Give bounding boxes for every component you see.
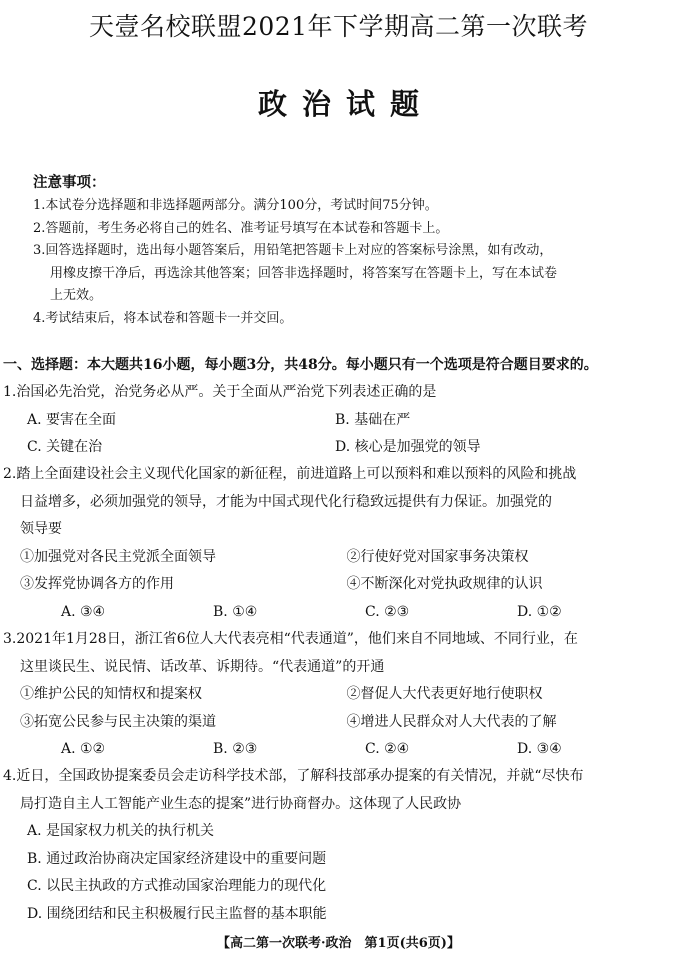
option-c: C. 关键在治 bbox=[27, 439, 103, 455]
notice-item bbox=[33, 218, 653, 241]
notice-item-text-cont: 上无效。 bbox=[50, 288, 103, 303]
notice-item-text-cont: 用橡皮擦干净后，再选涂其他答案；回答非选择题时，将答案写在答题卡上，写在本试卷 bbox=[50, 265, 558, 281]
statement-row bbox=[3, 544, 673, 572]
page-footer: 【高二第一次联考·政治 第1页(共6页)】 bbox=[217, 936, 460, 951]
option-row bbox=[3, 434, 673, 462]
notice-item-text: 2.答题前，考生务必将自己的姓名、准考证号填写在本试卷和答题卡上。 bbox=[33, 220, 449, 236]
option-b: B. ②③ bbox=[213, 741, 258, 757]
exam-title: 天壹名校联盟2021年下学期高二第一次联考 bbox=[88, 12, 589, 41]
question-stem: 2.踏上全面建设社会主义现代化国家的新征程，前进道路上可以预料和难以预料的风险和挑战 bbox=[3, 466, 577, 482]
question-2 bbox=[3, 461, 673, 626]
option-a: A. 要害在全面 bbox=[27, 411, 117, 428]
option-a: A. ③④ bbox=[61, 603, 106, 620]
statement-4: ④增进人民群众对人大代表的了解 bbox=[346, 713, 557, 730]
notice-item-text: 4.考试结束后，将本试卷和答题卡一并交回。 bbox=[33, 310, 293, 326]
notice-item-text: 3.回答选择题时，选出每小题答案后，用铅笔把答题卡上对应的答案标号涂黑，如有改动， bbox=[33, 243, 553, 258]
option-row bbox=[3, 599, 673, 627]
statement-1: ①维护公民的知情权和提案权 bbox=[20, 686, 202, 702]
question-stem: 4.近日，全国政协提案委员会走访科学技术部，了解科技部承办提案的有关情况，并就“尽快布 bbox=[3, 768, 584, 784]
option-d: D. 核心是加强党的领导 bbox=[335, 439, 481, 455]
notice-list bbox=[33, 195, 653, 330]
option-row bbox=[3, 736, 673, 764]
subject-title: 政治试题 bbox=[257, 87, 434, 121]
statement-2: ②督促人大代表更好地行使职权 bbox=[346, 686, 543, 702]
option-d: D. 围绕团结和民主积极履行民主监督的基本职能 bbox=[27, 905, 327, 922]
option-c: C. ②③ bbox=[365, 603, 410, 620]
question-stem: 3.2021年1月28日，浙江省6位人大代表亮相“代表通道”，他们来自不同地域、不同行业，在 bbox=[3, 631, 578, 647]
section-heading: 一、选择题：本大题共16小题，每小题3分，共48分。每小题只有一个选项是符合题目要求的。 bbox=[3, 357, 598, 373]
option-b: B. ①④ bbox=[213, 603, 258, 620]
statement-row bbox=[3, 709, 673, 737]
notice-heading: 注意事项： bbox=[33, 174, 106, 191]
option-a: A. 是国家权力机关的执行机关 bbox=[27, 823, 215, 839]
notice-item bbox=[33, 195, 653, 218]
option-b: B. 基础在严 bbox=[335, 411, 411, 428]
option-c: C. 以民主执政的方式推动国家治理能力的现代化 bbox=[27, 878, 327, 894]
question-stem-cont: 局打造自主人工智能产业生态的提案”进行协商督办。这体现了人民政协 bbox=[20, 795, 462, 812]
statement-2: ②行使好党对国家事务决策权 bbox=[346, 548, 529, 565]
notice-item bbox=[33, 308, 653, 331]
option-row bbox=[3, 407, 673, 435]
question-stem-cont: 这里谈民生、说民情、话改革、诉期待。“代表通道”的开通 bbox=[20, 658, 385, 675]
notice-item bbox=[33, 240, 653, 308]
option-b: B. 通过政治协商决定国家经济建设中的重要问题 bbox=[27, 850, 327, 867]
option-d: D. ①② bbox=[517, 603, 562, 620]
question-stem-cont: 日益增多，必须加强党的领导，才能为中国式现代化行稳致远提供有力保证。加强党的 bbox=[20, 493, 552, 510]
statement-4: ④不断深化对党执政规律的认识 bbox=[346, 576, 543, 592]
statement-row bbox=[3, 681, 673, 709]
question-3 bbox=[3, 626, 673, 764]
question-1 bbox=[3, 379, 673, 462]
question-stem: 1.治国必先治党，治党务必从严。关于全面从严治党下列表述正确的是 bbox=[3, 384, 437, 400]
option-a: A. ①② bbox=[61, 741, 106, 757]
question-stem-cont: 领导要 bbox=[20, 521, 62, 537]
statement-row bbox=[3, 571, 673, 599]
option-d: D. ③④ bbox=[517, 741, 562, 757]
statement-3: ③拓宽公民参与民主决策的渠道 bbox=[20, 713, 216, 730]
statement-3: ③发挥党协调各方的作用 bbox=[20, 576, 174, 592]
question-4 bbox=[3, 763, 673, 928]
option-c: C. ②④ bbox=[365, 741, 410, 757]
notice-item-text: 1.本试卷分选择题和非选择题两部分。满分100分，考试时间75分钟。 bbox=[33, 198, 438, 213]
statement-1: ①加强党对各民主党派全面领导 bbox=[20, 548, 216, 565]
